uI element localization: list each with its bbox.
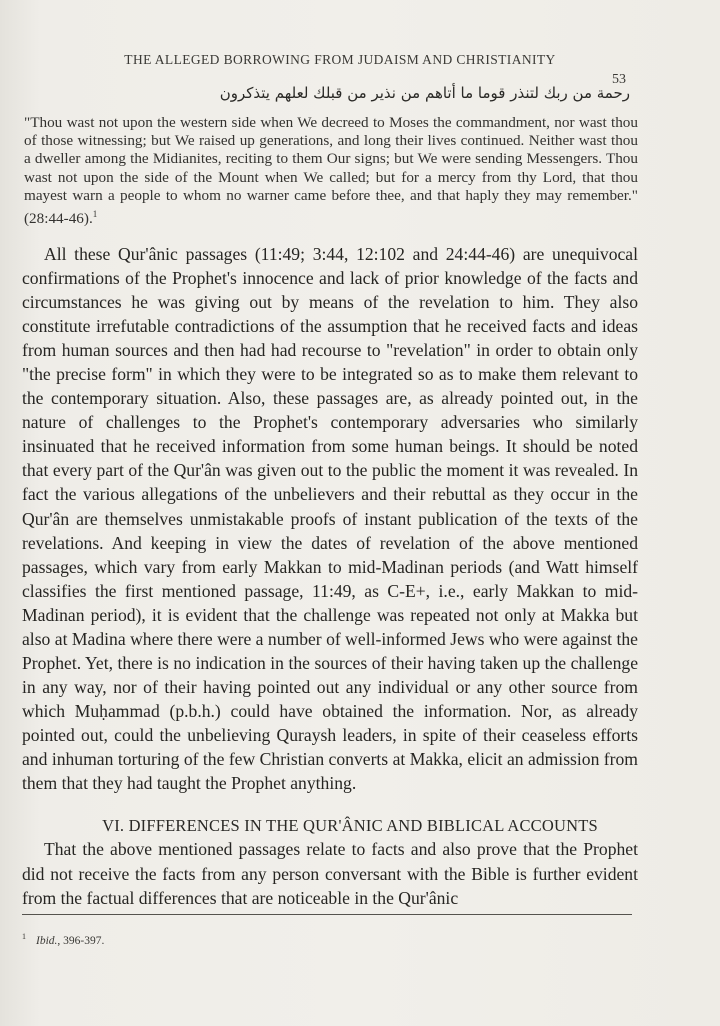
section-heading: VI. DIFFERENCES IN THE QUR'ÂNIC AND BIBLICAL ACCOUNTS bbox=[102, 816, 598, 835]
quote-footnote-marker: 1 bbox=[92, 209, 98, 220]
paragraph-2: That the above mentioned passages relate to facts and also prove that the Prophet did not receive the facts from any person conversant with the Bible is further evident from the factual differences that are noticeable in the Qur'ânic bbox=[22, 839, 638, 908]
running-head: THE ALLEGED BORROWING FROM JUDAISM AND CHRISTIANITY bbox=[124, 52, 556, 67]
footnote-divider bbox=[22, 914, 632, 915]
paragraph-1: All these Qur'ânic passages (11:49; 3:44, 12:102 and 24:44-46) are unequivocal confirmations of the Prophet's innocence and lack of prior knowledge of the facts and circumstances he was giving out by means of the revelation to him. They also constitute irrefutable contradictions of the assumption that he received facts and ideas from human sources and then had had recourse to "revelation" in order to obtain only "the precise form" in which they were to be integrated so as to make them relevant to the contemporary situation. Also, these passages are, as already pointed out, in the nature of challenges to the Prophet's contemporary adversaries who similarly insinuated that he received information from some human beings. It should be noted that every part of the Qur'ân was given out to the public the moment it was revealed. In fact the various allegations of the unbelievers and their rebuttal as they occur in the Qur'ân are themselves unmistakable proofs of instant publication of the texts of the revelations. And keeping in view the dates of revelation of the above mentioned passages, which vary from early Makkan to mid-Madinan periods (and Watt himself classifies the first mentioned passage, 11:49, as C-E+, i.e., early Makkan to mid-Madinan period), it is evident that the challenge was repeated not only at Makka but also at Madina where there were a number of well-informed Jews who were against the Prophet. Yet, there is no indication in the sources of their having taken up the challenge in any way, nor of their having pointed out any individual or any other source from which Muḥammad (p.b.h.) could have obtained the information. Nor, as already pointed out, could the unbelieving Quraysh leaders, in spite of their ceaseless efforts and inhuman torturing of the few Christian converts at Makka, elicit an admission from them that they had taught the Prophet anything. bbox=[22, 244, 638, 794]
main-body bbox=[22, 242, 638, 795]
page-number: 53 bbox=[612, 72, 626, 87]
quote-text: "Thou wast not upon the western side when We decreed to Moses the commandment, nor wast thou of those witnessing; but We raised up generations, and long their lives continued. Neither wast thou a dweller among the Midianites, reciting to them Our signs; but We were sending Messengers. Thou wast not upon the side of the Mount when We called; but for a mercy from thy Lord, that thou mayest warn a people to whom no warner came before thee, and that haply they may remember." (28:44-46). bbox=[24, 114, 638, 228]
quranic-quote bbox=[24, 114, 638, 228]
section-body bbox=[22, 837, 638, 911]
footnote-number: 1 bbox=[22, 932, 26, 941]
footnote-pages: , 396-397. bbox=[57, 934, 105, 947]
arabic-verse: رحمة من ربك لتنذر قوما ما أتاهم من نذير من قبلك لعلهم يتذكرون bbox=[219, 84, 630, 102]
footnote bbox=[22, 932, 104, 947]
footnote-ibid: Ibid. bbox=[36, 934, 58, 947]
